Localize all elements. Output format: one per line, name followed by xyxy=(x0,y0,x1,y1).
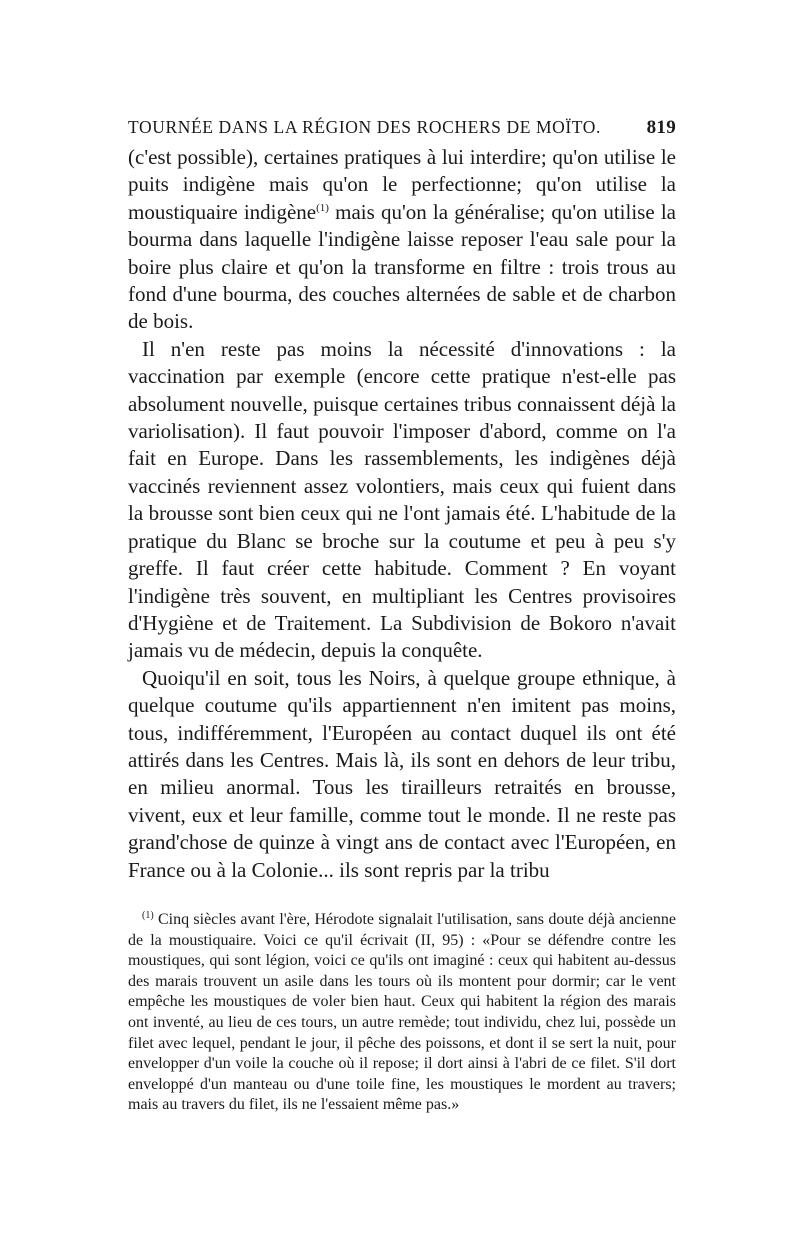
paragraph-3: Quoiqu'il en soit, tous les Noirs, à quelque groupe ethnique, à quelque coutume qu'ils appartiennent n'en imitent pas moins, tous, indifféremment, l'Européen au contact duquel ils ont été attirés dans les Centres. Mais là, ils sont en dehors de leur tribu, en milieu anormal. Tous les tirailleurs retraités en brousse, vivent, eux et leur famille, comme tout le monde. Il ne reste pas grand'chose de quinze à vingt ans de contact avec l'Européen, en France ou à la Colonie... ils sont repris par la tribu xyxy=(128,665,676,882)
paragraph-2: Il n'en reste pas moins la nécessité d'innovations : la vaccination par exemple (encore cette pratique n'est-elle pas absolument nouvelle, puisque certaines tribus connaissent déjà la variolisation). Il faut pouvoir l'imposer d'abord, comme on l'a fait en Europe. Dans les rassemblements, les indigènes déjà vaccinés reviennent assez volontiers, mais ceux qui fuient dans la brousse sont bien ceux qui ne l'ont jamais été. L'habitude de la pratique du Blanc se broche sur la coutume et peu à peu s'y greffe. Il faut créer cette habitude. Comment ? En voyant l'indigène très souvent, en multipliant les Centres provisoires d'Hygiène et de Traitement. La Subdivision de Bokoro n'avait jamais vu de médecin, depuis la conquête. xyxy=(128,336,676,663)
footnote-mark: (1) xyxy=(142,909,154,921)
footnote-1 xyxy=(128,910,676,1116)
running-head xyxy=(128,112,676,142)
running-title: TOURNÉE DANS LA RÉGION DES ROCHERS DE MOÏTO. xyxy=(128,117,601,137)
paragraph-1-part-1: (c'est possible), certaines pratiques à lui interdire; qu'on utilise le puits indigène mais qu'on le perfectionne; qu'on utilise la moustiquaire indigène xyxy=(128,145,676,224)
footnotes xyxy=(128,910,676,1116)
page-number: 819 xyxy=(646,117,676,138)
body-text xyxy=(128,144,676,884)
paragraph-1-part-2: mais qu'on la généralise; qu'on utilise la bourma dans laquelle l'indigène laisse reposer l'eau sale pour la boire plus claire et qu'on la transforme en filtre : trois trous au fond d'une bourma, des couches alternées de sable et de charbon de bois. xyxy=(128,199,676,334)
footnote-text: Cinq siècles avant l'ère, Hérodote signalait l'utilisation, sans doute déjà ancienne de la moustiquaire. Voici ce qu'il écrivait (II, 95) : «Pour se défendre contre les moustiques, qui sont légion, voici ce qu'ils ont imaginé : ceux qui habitent au-dessus des marais trouvent un asile dans les tours où ils montent pour dormir; car le vent empêche les moustiques de voler bien haut. Ceux qui habitent la région des marais ont inventé, au lieu de ces tours, un autre remède; tout individu, chez lui, possède un filet avec lequel, pendant le jour, il pêche des poissons, et dont il se sert la nuit, pour envelopper d'un voile la couche où il repose; il dort ainsi à l'abri de ce filet. S'il dort enveloppé d'un manteau ou d'une toile fine, les moustiques le mordent au travers; mais au travers du filet, ils ne l'essaient même pas.» xyxy=(128,910,676,1114)
paragraph-1 xyxy=(128,144,676,336)
book-page xyxy=(128,112,676,1116)
footnote-reference: (1) xyxy=(316,201,329,214)
